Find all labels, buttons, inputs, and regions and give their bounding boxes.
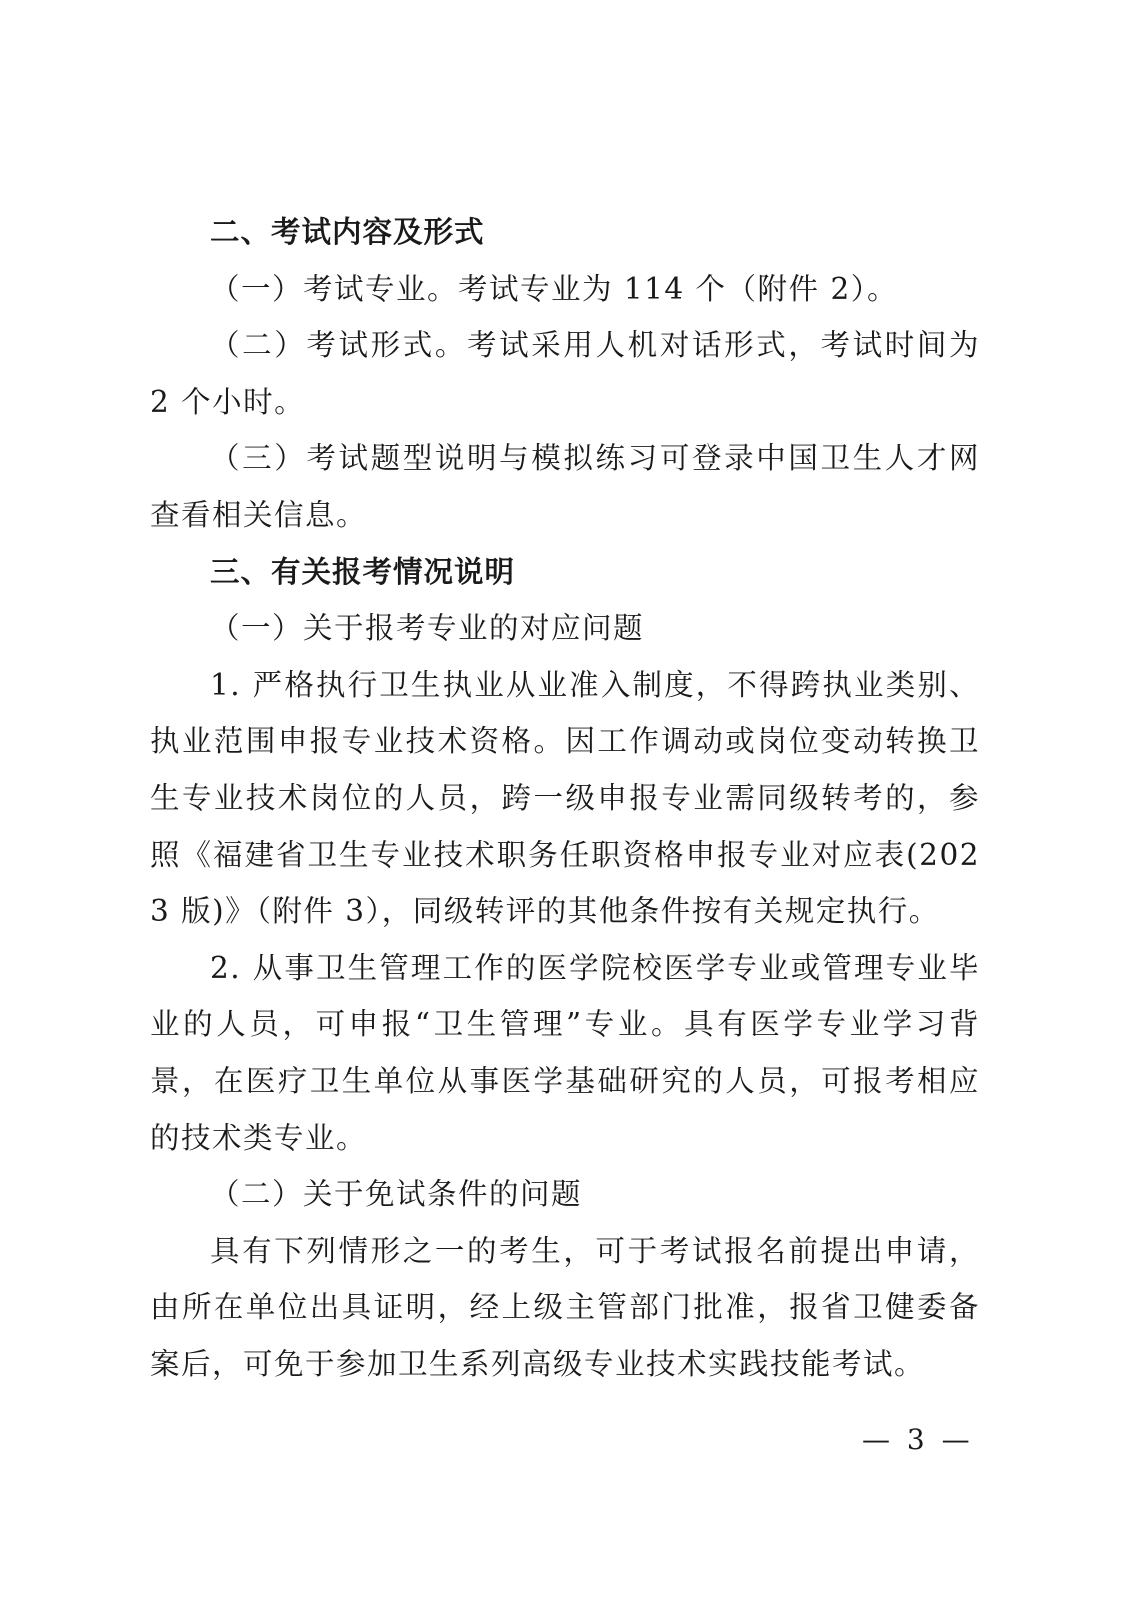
document-body [150,204,980,1392]
section-heading-3: 三、有关报考情况说明 [210,554,516,589]
section-heading-2: 二、考试内容及形式 [210,215,485,249]
paragraph-exam-format: （二）考试形式。考试采用人机对话形式，考试时间为 2 个小时。 [150,328,980,419]
paragraph-exam-practice: （三）考试题型说明与模拟练习可登录中国卫生人才网查看相关信息。 [150,441,980,532]
paragraph-exemption: 具有下列情形之一的考生，可于考试报名前提出申请，由所在单位出具证明，经上级主管部门批准，报省卫健委备案后，可免于参加卫生系列高级专业技术实践技能考试。 [150,1233,980,1381]
subheading-major-correspondence: （一）关于报考专业的对应问题 [210,611,645,646]
paragraph-item-2: 2. 从事卫生管理工作的医学院校医学专业或管理专业毕业的人员，可申报“卫生管理”专业。具有医学专业学习背景，在医疗卫生单位从事医学基础研究的人员，可报考相应的技术类专业。 [150,950,980,1155]
paragraph-item-1: 1. 严格执行卫生执业从业准入制度，不得跨执业类别、执业范围申报专业技术资格。因工作调动或岗位变动转换卫生专业技术岗位的人员，跨一级申报专业需同级转考的，参照《福建省卫生专业技术职务任职资格申报专业对应表(2023 版)》（附件 3），同级转评的其他条件按有关规定执行。 [150,667,980,929]
subheading-exemption: （二）关于免试条件的问题 [210,1177,583,1212]
page-number: — 3 — [862,1423,974,1456]
paragraph-exam-majors: （一）考试专业。考试专业为 114 个（附件 2）。 [210,271,898,306]
